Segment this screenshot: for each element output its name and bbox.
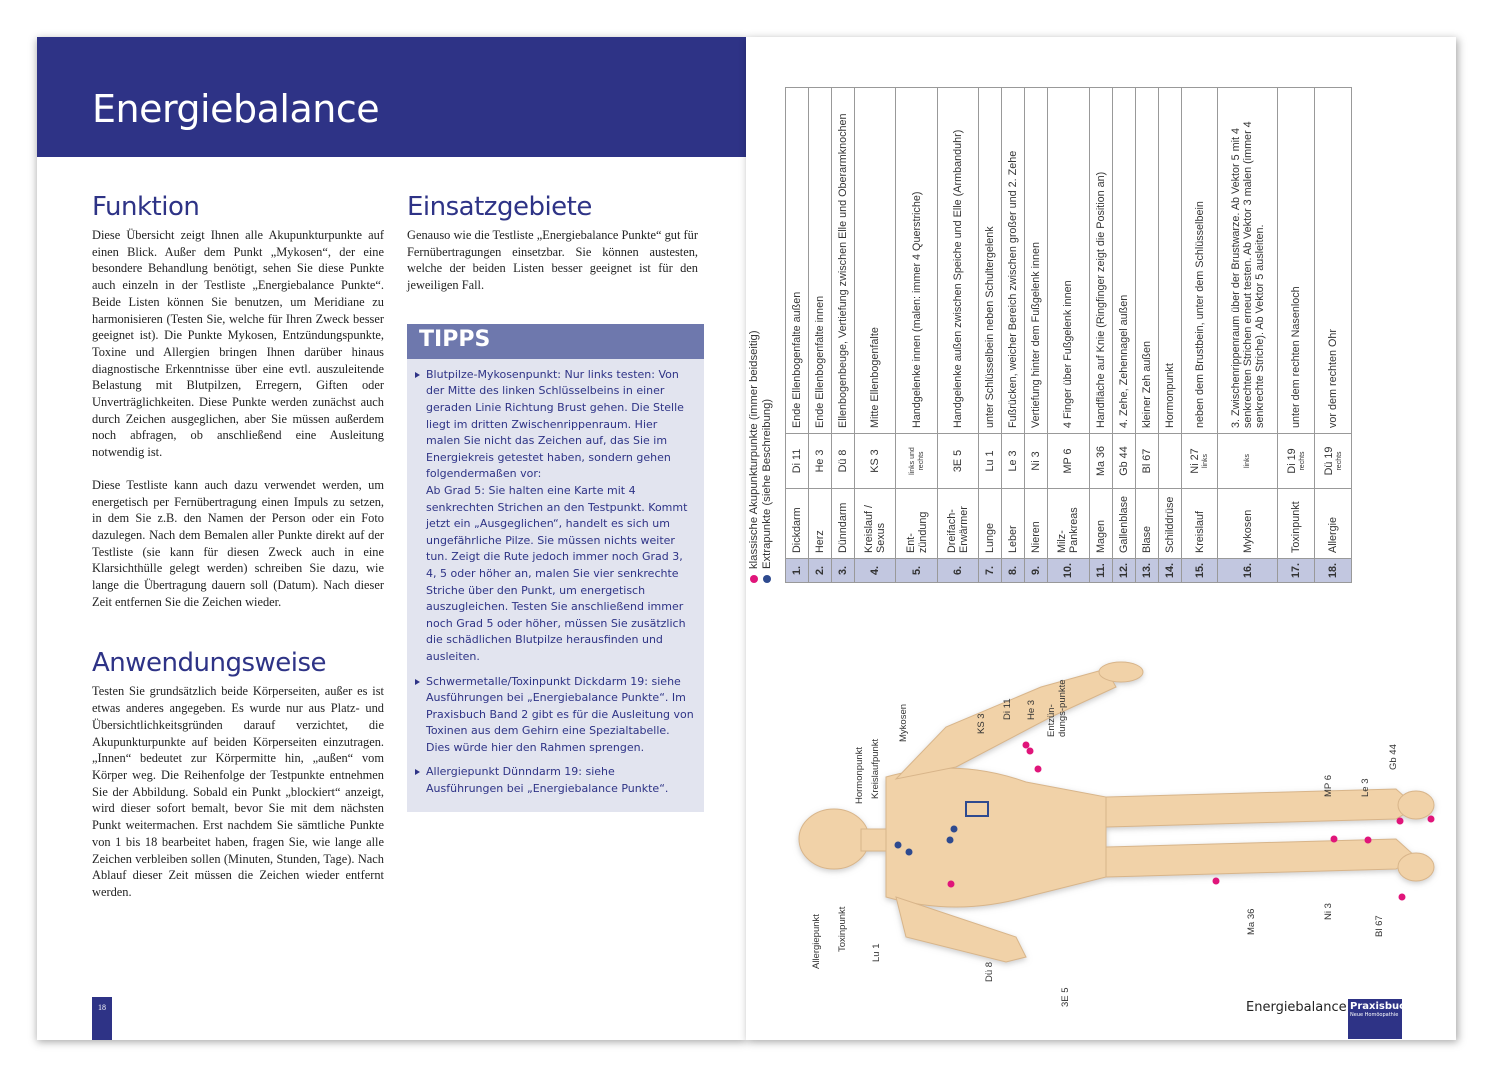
point-code [979, 434, 1002, 489]
einsatz-text [407, 227, 698, 294]
row-number: 17. [1278, 559, 1315, 583]
row-number: 4. [855, 559, 896, 583]
table-row [1181, 88, 1218, 583]
point-description: Mitte Ellenbogenfalte [855, 88, 896, 434]
meridian-name: Milz-Pankreas [1048, 489, 1089, 559]
tipps-box [407, 324, 704, 812]
meridian-name: Lunge [979, 489, 1002, 559]
pink-dot-icon [750, 575, 758, 583]
legend-extra [761, 87, 774, 583]
row-number: 11. [1089, 559, 1112, 583]
table-row [855, 88, 896, 583]
point-description: Handfläche auf Knie (Ringfinger zeigt die Position an) [1089, 88, 1112, 434]
row-number: 8. [1002, 559, 1025, 583]
row-number: 18. [1315, 559, 1352, 583]
point-description: 4 Finger über Fußgelenk innen [1048, 88, 1089, 434]
legend [740, 87, 785, 583]
paragraph: Diese Testliste kann auch dazu verwendet werden, um energetisch per Fernübertragung einen Impuls zu setzen, in dem Sie z.B. den Namen der Person oder ein Foto dazulegen. Nach dem Bemalen aller Punkte direkt auf der Testliste (sie kann für diesen Zweck auch in eine Klarsichthülle gelegt werden) schreiben Sie dazu, wie lange die Übertragung dauern soll (Datum). Nach dieser Zeit entfernen Sie die Zeichen wieder. [92, 477, 384, 609]
meridian-name: Kreislauf / Sexus [855, 489, 896, 559]
label-kreislaufpunkt: Kreislaufpunkt [870, 738, 881, 799]
code-text: Ni 3 [1030, 451, 1043, 471]
side-note: rechts [1335, 451, 1343, 471]
label-he3: He 3 [1026, 699, 1037, 720]
code-text: Di 11 [791, 448, 803, 474]
meridian-name: Allergie [1315, 489, 1352, 559]
tipp-item [415, 367, 694, 666]
table-row [809, 88, 832, 583]
label-bl67: Bl 67 [1374, 915, 1385, 937]
point-description: Handgelenke außen zwischen Speiche und Elle (Armbanduhr) [937, 88, 978, 434]
meridian-name: Dreifach-Erwärmer [937, 489, 978, 559]
code-text: Dü 19 [1322, 446, 1335, 476]
funktion-text [92, 227, 384, 610]
table-row [1158, 88, 1181, 583]
table-row [1135, 88, 1158, 583]
table-row [1025, 88, 1048, 583]
tipp-item: Schwermetalle/Toxinpunkt Dickdarm 19: siehe Ausführungen bei „Energiebalance Punkte“. Im Praxisbuch Band 2 gibt es für die Ausleitung von Toxinen aus dem Gehirn eine Spezialtabelle. Dies würde hier den Rahmen sprengen. [415, 674, 694, 757]
page-title: Energiebalance [92, 87, 380, 131]
label-di11: Di 11 [1002, 698, 1013, 720]
point-description: unter Schlüsselbein neben Schultergelenk [979, 88, 1002, 434]
point-code [1025, 434, 1048, 489]
point-description: Vertiefung hinter dem Fußgelenk innen [1025, 88, 1048, 434]
blue-dot-icon [763, 575, 771, 583]
meridian-name: Mykosen [1218, 489, 1278, 559]
meridian-name: Schilddrüse [1158, 489, 1181, 559]
point-code [809, 434, 832, 489]
point-code [855, 434, 896, 489]
legend-classic [748, 87, 761, 583]
left-page [37, 37, 746, 1040]
code-text: Ni 27 [1189, 448, 1202, 474]
label-le3: Le 3 [1360, 778, 1371, 797]
legend-label: Extrapunkte (siehe Beschreibung) [761, 398, 773, 569]
meridian-name: Kreislauf [1181, 489, 1218, 559]
point-description: 4. Zehe, Zehennagel außen [1112, 88, 1135, 434]
row-number: 6. [937, 559, 978, 583]
table-row [1315, 88, 1352, 583]
label-3e5: 3E 5 [1060, 987, 1071, 1007]
code-text: MP 6 [1062, 448, 1075, 474]
row-number: 13. [1135, 559, 1158, 583]
label-ma36: Ma 36 [1246, 908, 1257, 935]
point-description: kleiner Zeh außen [1135, 88, 1158, 434]
meridian-name: Leber [1002, 489, 1025, 559]
logo-text: Praxisbuch [1350, 1001, 1413, 1012]
meridian-name: Ent-zündung [896, 489, 937, 559]
code-text: Bl 67 [1140, 448, 1153, 474]
point-description: 3. Zwischenrippenraum über der Brustwarze. Ab Vektor 5 mit 4 senkrechten Strichen erneut testen. Ab Vektor 3 malen (immer 4 senkrechte Striche). Ab Vektor 5 ausleiten. [1218, 88, 1278, 434]
row-number: 14. [1158, 559, 1181, 583]
table-row [1112, 88, 1135, 583]
label-mp6: MP 6 [1323, 774, 1334, 797]
table-row [896, 88, 937, 583]
point-description: unter dem rechten Nasenloch [1278, 88, 1315, 434]
code-text: Dü 8 [837, 449, 849, 473]
row-number: 15. [1181, 559, 1218, 583]
label-ks3: KS 3 [976, 713, 987, 734]
point-code [1218, 434, 1278, 489]
table-row [1218, 88, 1278, 583]
code-text: Le 3 [1007, 450, 1020, 472]
heading-einsatzgebiete: Einsatzgebiete [407, 192, 592, 222]
point-description: Handgelenke innen (malen: immer 4 Querstriche) [896, 88, 937, 434]
heading-funktion: Funktion [92, 192, 200, 222]
point-code [896, 434, 937, 489]
table-row [937, 88, 978, 583]
row-number: 3. [832, 559, 855, 583]
point-code [1158, 434, 1181, 489]
point-code [832, 434, 855, 489]
point-description: Ende Ellenbogenfalte außen [786, 88, 809, 434]
code-text: KS 3 [869, 449, 882, 473]
page-number: 18 [92, 997, 112, 1040]
paragraph: Genauso wie die Testliste „Energiebalance Punkte“ gut für Fernübertragungen einsetzbar. Sie können austesten, welche der beiden Listen besser geeignet ist für den jeweiligen Fall. [407, 228, 698, 293]
right-page [746, 37, 1456, 1040]
label-due8: Dü 8 [984, 961, 995, 982]
label-entzuendungspunkte: Entzün-dungs-punkte [1046, 679, 1068, 737]
point-description: Hormonpunkt [1158, 88, 1181, 434]
point-description: vor dem rechten Ohr [1315, 88, 1352, 434]
point-code [1112, 434, 1135, 489]
points-table [785, 87, 1352, 583]
label-ni3: Ni 3 [1323, 903, 1334, 920]
meridian-name: Dickdarm [786, 489, 809, 559]
code-text: Gb 44 [1117, 446, 1130, 476]
meridian-name: Toxinpunkt [1278, 489, 1315, 559]
praxisbuch-logo [1348, 999, 1413, 1039]
code-text: Ma 36 [1094, 446, 1107, 477]
meridian-name: Dünndarm [832, 489, 855, 559]
meridian-name: Herz [809, 489, 832, 559]
label-allergiepunkt: Allergiepunkt [811, 914, 822, 969]
paragraph: Diese Übersicht zeigt Ihnen alle Akupunkturpunkte auf einen Blick. Außer dem Punkt „Mykosen“, der eine besondere Behandlung benötigt, sehen Sie diese Punkte auch einzeln in der Testliste „Energiebalance Punkte“. Beide Listen können Sie benutzen, um Meridiane zu harmonisieren (Testen Sie, welche für Ihren Zweck besser geeignet ist). Die Punkte Mykosen, Entzündungspunkte, Toxine und Allergien bringen Ihnen darüber hinaus diagnostische Erkenntnisse über eine evtl. auszuleitende Belastung mit Blutpilzen, Erregern, Giften oder Unverträglichkeiten. Diese Punkte werden zunächst auch durch Zeichen ausgeglichen, aber Sie müssen außerdem noch abfragen, ob anschließend eine Ausleitung notwendig ist. [92, 228, 384, 460]
tipp-text: Blutpilze-Mykosenpunkt: Nur links testen: Von der Mitte des linken Schlüsselbeins in einer geraden Linie Richtung Brust gehen. Die Stelle liegt im dritten Zwischenrippenraum. Hier malen Sie nicht das Zeichen auf, das Sie im Energiekreis getestet haben, sondern gehen folgendermaßen vor: [426, 367, 684, 481]
code-text: He 3 [814, 449, 826, 473]
point-description: neben dem Brustbein, unter dem Schlüsselbein [1181, 88, 1218, 434]
title-band [37, 37, 746, 157]
row-number: 10. [1048, 559, 1089, 583]
point-code [1002, 434, 1025, 489]
meridian-name: Nieren [1025, 489, 1048, 559]
side-note: links [1244, 454, 1252, 469]
left-column [92, 190, 384, 901]
right-column [407, 190, 704, 812]
point-description: Ellenbogenbeuge, Vertiefung zwischen Elle und Oberarmknochen [832, 88, 855, 434]
table-row [786, 88, 809, 583]
label-hormonpunkt: Hormonpunkt [854, 746, 865, 804]
point-code [1135, 434, 1158, 489]
row-number: 9. [1025, 559, 1048, 583]
row-number: 5. [896, 559, 937, 583]
label-mykosen: Mykosen [898, 703, 909, 742]
label-lu1: Lu 1 [871, 943, 882, 962]
anwendung-text [92, 683, 384, 900]
point-code [786, 434, 809, 489]
table-row [1089, 88, 1112, 583]
tipp-item: Allergiepunkt Dünndarm 19: siehe Ausführungen bei „Energiebalance Punkte“. [415, 764, 694, 797]
paragraph: Testen Sie grundsätzlich beide Körperseiten, außer es ist etwas anderes angegeben. Es wurde nur aus Platz- und Übersichtlichkeitsgründen darauf verzichtet, die Akupunkturpunkte auf beiden Körperseiten einzutragen. „Innen“ bedeutet zur Körpermitte hin, „außen“ vom Körper weg. Die Reihenfolge der Testpunkte entnehmen Sie der Abbildung. Sobald ein Punkt „blockiert“ anzeigt, wird dieser sofort bemalt, bevor Sie mit dem nächsten Punkt weitermachen. Erst nachdem Sie sämtliche Punkte von 1 bis 18 bearbeitet haben, fragen Sie, wie lange alle Zeichen verbleiben sollen (Minuten, Stunden, Tage). Nach Ablauf dieser Zeit müssen die Zeichen wieder entfernt werden. [92, 684, 384, 899]
meridian-name: Blase [1135, 489, 1158, 559]
row-number: 2. [809, 559, 832, 583]
row-number: 7. [979, 559, 1002, 583]
point-description: Ende Ellenbogenfalte innen [809, 88, 832, 434]
logo-subtext: Neue Homöopathie [1350, 1012, 1399, 1018]
table-row [1002, 88, 1025, 583]
points-table-rotated [740, 87, 1352, 583]
table-row [979, 88, 1002, 583]
heading-anwendungsweise: Anwendungsweise [92, 648, 327, 679]
code-text: 3E 5 [952, 449, 965, 473]
tipps-heading: TIPPS [407, 324, 704, 359]
footer-title: Energiebalance [1246, 1000, 1347, 1015]
side-note: rechts [1298, 451, 1306, 471]
point-description: Fußrücken, weicher Bereich zwischen großer und 2. Zehe [1002, 88, 1025, 434]
row-number: 16. [1218, 559, 1278, 583]
point-code [1278, 434, 1315, 489]
side-note: links [1202, 454, 1210, 469]
table-row [1048, 88, 1089, 583]
meridian-name: Gallenblase [1112, 489, 1135, 559]
point-code [1315, 434, 1352, 489]
row-number: 1. [786, 559, 809, 583]
table-row [832, 88, 855, 583]
point-code [937, 434, 978, 489]
code-text: Lu 1 [984, 450, 997, 472]
label-gb44: Gb 44 [1388, 744, 1399, 770]
side-note: links und rechts [908, 447, 925, 475]
table-row [1278, 88, 1315, 583]
tipp-text: Ab Grad 5: Sie halten eine Karte mit 4 senkrechten Strichen an den Testpunkt. Kommt jetzt ein „Ausgeglichen“, handelt es sich um ungefährliche Pilze. Sie müssen nichts weiter tun. Zeigt die Rute jedoch immer noch Grad 3, 4, 5 oder höher an, malen Sie vier senkrechte Striche über den Punkt, um energetisch auszugleichen. Testen Sie anschließend immer noch Grad 5 oder höher, müssen Sie zusätzlich die schädlichen Blutpilze herausfinden und ausleiten. [426, 483, 688, 663]
meridian-name: Magen [1089, 489, 1112, 559]
code-text: Di 19 [1285, 448, 1298, 474]
legend-label: klassische Akupunkturpunkte (immer beidseitig) [748, 330, 760, 569]
row-number: 12. [1112, 559, 1135, 583]
point-code [1181, 434, 1218, 489]
point-code [1089, 434, 1112, 489]
label-toxinpunkt: Toxinpunkt [837, 906, 848, 952]
point-code [1048, 434, 1089, 489]
